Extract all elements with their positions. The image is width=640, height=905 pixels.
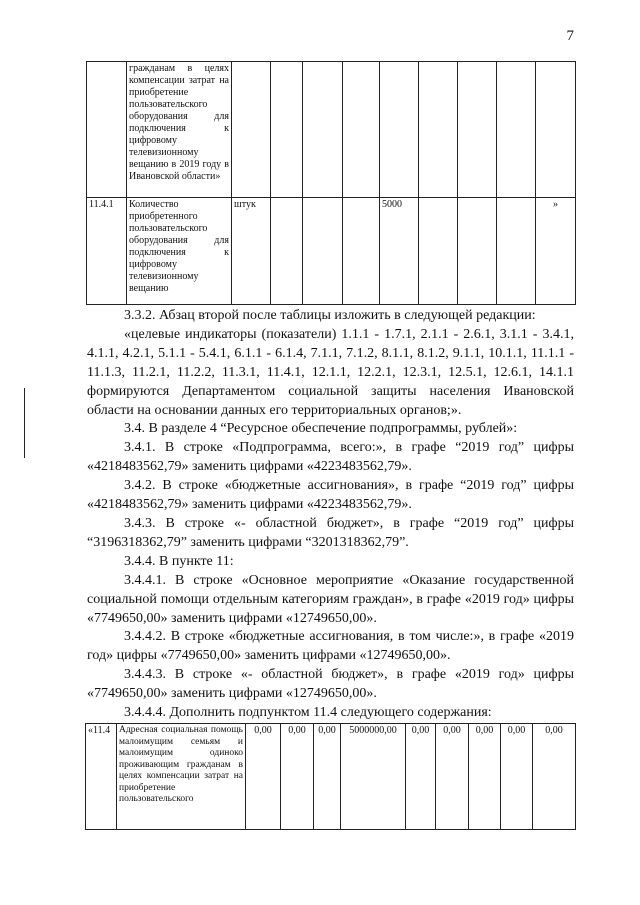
value-cell: 0,00: [246, 724, 281, 830]
value-cell: 0,00: [281, 724, 314, 830]
paragraph: 3.4.4.3. В строке «- областной бюджет», в графе «2019 год» цифры «7749650,00» заменить цифрами «12749650,00».: [87, 667, 574, 702]
indicator-unit: штук: [232, 198, 271, 305]
paragraph: 3.4.1. В строке «Подпрограмма, всего:», в графе “2019 год” цифры «4218483562,79» заменить цифрами «4223483562,79».: [87, 440, 574, 475]
subpoint-code: «11.4: [86, 724, 117, 830]
value-cell: [458, 198, 497, 305]
value-cell: [380, 62, 419, 198]
paragraph: 3.4.2. В строке «бюджетные ассигнования», в графе “2019 год” цифры «4218483562,79» заменить цифрами «4223483562,79».: [87, 478, 574, 513]
indicator-code: [87, 62, 127, 198]
value-cell: [271, 198, 303, 305]
value-cell: [497, 62, 536, 198]
value-cell: [343, 198, 380, 305]
value-cell: [343, 62, 380, 198]
paragraph: 3.4. В разделе 4 “Ресурсное обеспечение подпрограммы, рублей»:: [124, 421, 518, 437]
table-row: [86, 724, 576, 830]
value-cell: 5000000,00: [341, 724, 406, 830]
subpoint-name: Адресная социальная помощь малоимущим семьям и малоимущим одиноко проживающим гражданам в целях компенсации затрат на приобретение пользовательского: [117, 724, 246, 830]
paragraph: 3.3.2. Абзац второй после таблицы изложить в следующей редакции:: [124, 308, 536, 323]
value-cell: [271, 62, 303, 198]
value-cell: 0,00: [406, 724, 436, 830]
value-cell: [419, 62, 458, 198]
indicator-unit: [232, 62, 271, 198]
indicators-table: [86, 61, 576, 305]
value-cell: 0,00: [469, 724, 501, 830]
paragraph: «целевые индикаторы (показатели) 1.1.1 - 1.7.1, 2.1.1 - 2.6.1, 3.1.1 - 3.4.1, 4.1.1, 4.2.1, 5.1.1 - 5.4.1, 6.1.1 - 6.1.4, 7.1.1, 7.1.2, 8.1.1, 8.1.2, 9.1.1, 10.1.1, 11.1.1 - 11.1.3, 11.2.1, 11.2.2, 11.3.1, 11.4.1, 12.1.1, 12.2.1, 12.3.1, 12.5.1, 12.6.1, 14.1.1 формируются Департаментом социальной защиты населения Ивановской области на основании данных его территориальных органов;».: [87, 326, 574, 418]
indicator-name: Количество приобретенного пользовательского оборудования для подключения к цифровому телевизионному вещанию: [127, 198, 232, 305]
paragraph: 3.4.4.1. В строке «Основное мероприятие «Оказание государственной социальной помощи отдельным категориям граждан», в графе «2019 год» цифры «7749650,00» заменить цифрами «12749650,00».: [87, 572, 574, 626]
value-cell: 0,00: [501, 724, 533, 830]
table-row: [87, 62, 576, 198]
value-cell: [458, 62, 497, 198]
resources-table: [85, 723, 576, 830]
value-cell: 0,00: [436, 724, 469, 830]
document-body: [87, 307, 574, 723]
value-cell: 0,00: [314, 724, 341, 830]
value-cell: [536, 62, 576, 198]
paragraph: 3.4.4.2. В строке «бюджетные ассигнования, в том числе:», в графе «2019 год» цифры «7749650,00» заменить цифрами «12749650,00».: [87, 629, 574, 664]
margin-mark: [24, 388, 25, 458]
value-cell: 0,00: [533, 724, 576, 830]
value-cell: [303, 62, 343, 198]
page-number: 7: [566, 28, 574, 44]
indicator-code: 11.4.1: [87, 198, 127, 305]
table-row: [87, 198, 576, 305]
indicator-name: гражданам в целях компенсации затрат на приобретение пользовательского оборудования для подключения к цифровому телевизионному вещанию в 2019 году в Ивановской области»: [127, 62, 232, 198]
paragraph: 3.4.4. В пункте 11:: [124, 553, 234, 569]
value-cell: [419, 198, 458, 305]
value-cell: »: [536, 198, 576, 305]
value-cell: 5000: [380, 198, 419, 305]
value-cell: [303, 198, 343, 305]
paragraph: 3.4.3. В строке «- областной бюджет», в графе “2019 год” цифры “3196318362,79” заменить цифрами “3201318362,79”.: [87, 515, 574, 550]
paragraph: 3.4.4.4. Дополнить подпунктом 11.4 следующего содержания:: [124, 705, 492, 721]
value-cell: [497, 198, 536, 305]
